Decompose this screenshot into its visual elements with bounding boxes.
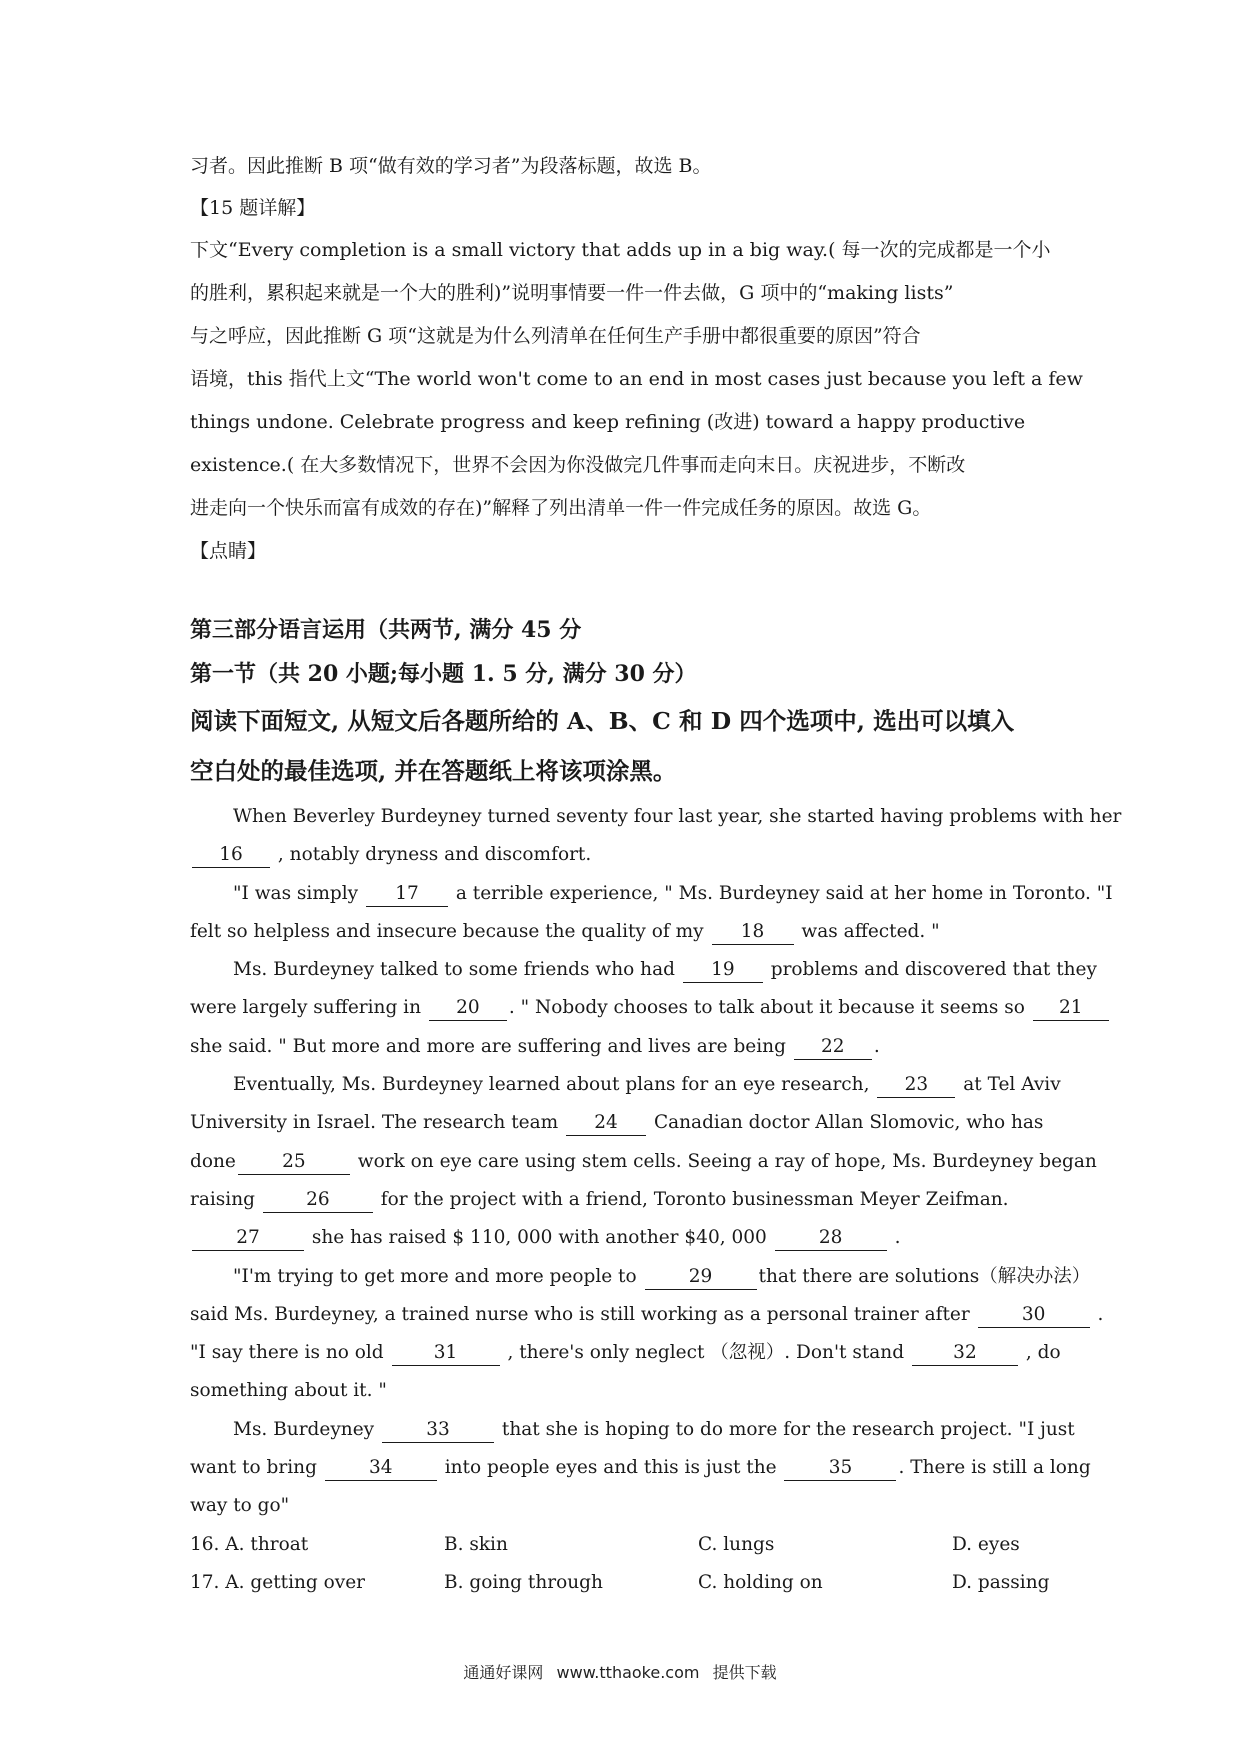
passage-text: When Beverley Burdeyney turned seventy four last year, she started having problems with her — [233, 806, 1122, 827]
passage-line — [190, 1487, 1060, 1525]
passage-text: into people eyes and this is just the — [444, 1457, 777, 1479]
instruction-line: 阅读下面短文, 从短文后各题所给的 A、B、C 和 D 四个选项中, 选出可以填入 — [190, 707, 1015, 735]
passage-text: . — [873, 1035, 880, 1057]
blank-21: 21 — [1033, 996, 1109, 1021]
blank-33: 33 — [382, 1418, 494, 1443]
passage-line — [190, 1372, 1060, 1410]
passage-text: were largely suffering in — [190, 997, 422, 1019]
option-a: 16. A. throat — [190, 1533, 309, 1555]
passage-text: Eventually, Ms. Burdeyney learned about plans for an eye research, — [233, 1074, 870, 1096]
passage-line — [190, 1143, 1097, 1181]
blank-29: 29 — [645, 1265, 757, 1290]
passage-text: she said. " But more and more are suffering and lives are being — [190, 1035, 786, 1057]
passage-text: "I'm trying to get more and more people to — [233, 1265, 637, 1287]
passage-text: want to bring — [190, 1457, 317, 1479]
blank-31: 31 — [392, 1341, 500, 1366]
blank-16: 16 — [192, 843, 270, 868]
options-row-17 — [190, 1564, 1060, 1602]
dianjing-heading: 【点睛】 — [190, 540, 267, 562]
passage-line — [190, 951, 1097, 989]
passage-text: . — [1097, 1303, 1104, 1325]
passage-text: Canadian doctor Allan Slomovic, who has — [653, 1112, 1044, 1134]
option-d: D. eyes — [952, 1533, 1020, 1555]
passage-line — [190, 836, 1060, 874]
passage-text: Ms. Burdeyney talked to some friends who had — [233, 959, 675, 981]
blank-23: 23 — [877, 1073, 955, 1098]
section-one-title: 第一节（共 20 小题;每小题 1. 5 分, 满分 30 分） — [190, 661, 697, 687]
passage-text: University in Israel. The research team — [190, 1112, 559, 1134]
blank-32: 32 — [912, 1341, 1018, 1366]
blank-35: 35 — [784, 1456, 896, 1481]
footer-url-link[interactable]: www.tthaoke.com — [556, 1663, 700, 1682]
explanation-line: existence.( 在大多数情况下，世界不会因为你没做完几件事而走向末日。庆祝进步，不断改 — [190, 454, 966, 476]
option-b: B. skin — [444, 1533, 508, 1555]
passage-text: a terrible experience, " Ms. Burdeyney said at her home in Toronto. "I — [455, 882, 1113, 904]
part-three-title: 第三部分语言运用（共两节, 满分 45 分 — [190, 617, 582, 643]
blank-18: 18 — [712, 920, 794, 945]
passage-line — [190, 1028, 1060, 1066]
passage-text: . — [894, 1227, 901, 1249]
option-a: 17. A. getting over — [190, 1571, 366, 1593]
passage-text: , do — [1025, 1342, 1061, 1364]
passage-line — [190, 1104, 1060, 1142]
passage-text: . There is still a long — [898, 1457, 1091, 1479]
passage-line — [190, 1219, 1060, 1257]
footer-site-name: 通通好课网 — [463, 1663, 544, 1682]
options-row-16 — [190, 1526, 1060, 1564]
passage-line — [190, 875, 1113, 913]
passage-text: , notably dryness and discomfort. — [277, 844, 592, 866]
passage-text: said Ms. Burdeyney, a trained nurse who is still working as a personal trainer after — [190, 1303, 970, 1325]
blank-30: 30 — [978, 1303, 1090, 1328]
explanation-line: 进走向一个快乐而富有成效的存在)”解释了列出清单一件一件完成任务的原因。故选 G。 — [190, 497, 932, 519]
page-content — [190, 145, 1122, 1602]
blank-20: 20 — [429, 996, 507, 1021]
passage-line — [190, 1449, 1091, 1487]
blank-25: 25 — [238, 1150, 350, 1175]
passage-text: for the project with a friend, Toronto businessman Meyer Zeifman. — [380, 1188, 1009, 1210]
passage-line — [190, 1181, 1060, 1219]
passage-text: work on eye care using stem cells. Seeing a ray of hope, Ms. Burdeyney began — [357, 1150, 1097, 1172]
passage-text: "I say there is no old — [190, 1342, 384, 1364]
passage-text: that there are solutions（解决办法） — [758, 1265, 1091, 1287]
passage-line — [190, 1258, 1091, 1296]
explanation-line: 习者。因此推断 B 项“做有效的学习者”为段落标题，故选 B。 — [190, 155, 712, 177]
passage-text: done — [190, 1150, 236, 1172]
q15-heading: 【15 题详解】 — [190, 197, 316, 219]
explanation-line: 语境，this 指代上文“The world won't come to an end in most cases just because you left a few — [190, 368, 1083, 390]
explanation-line: things undone. Celebrate progress and keep refining (改进) toward a happy productive — [190, 411, 1026, 433]
spacer — [190, 572, 1060, 608]
blank-26: 26 — [263, 1188, 373, 1213]
blank-22: 22 — [794, 1035, 872, 1060]
blank-19: 19 — [683, 958, 763, 983]
explanation-line: 与之呼应，因此推断 G 项“这就是为什么列清单在任何生产手册中都很重要的原因”符合 — [190, 325, 921, 347]
passage-text: Ms. Burdeyney — [233, 1418, 375, 1440]
option-c: C. lungs — [698, 1533, 775, 1555]
passage-line — [190, 1411, 1075, 1449]
blank-34: 34 — [325, 1456, 437, 1481]
passage-text: that she is hoping to do more for the research project. "I just — [501, 1418, 1075, 1440]
passage-text: . " Nobody chooses to talk about it because it seems so — [508, 997, 1025, 1019]
passage-line — [190, 913, 1060, 951]
explanation-line: 下文“Every completion is a small victory that adds up in a big way.( 每一次的完成都是一个小 — [190, 239, 1051, 261]
passage-text: problems and discovered that they — [770, 959, 1097, 981]
blank-27: 27 — [192, 1226, 304, 1251]
passage-line — [190, 1066, 1060, 1104]
passage-text: at Tel Aviv — [963, 1074, 1061, 1096]
blank-28: 28 — [775, 1226, 887, 1251]
passage-text: something about it. " — [190, 1380, 387, 1402]
passage-text: "I was simply — [233, 882, 359, 904]
passage-text: was affected. " — [801, 920, 940, 942]
option-b: B. going through — [444, 1571, 603, 1593]
passage-line — [190, 989, 1083, 1027]
option-d: D. passing — [952, 1571, 1050, 1593]
passage-line — [190, 1296, 1104, 1334]
footer-note: 提供下载 — [712, 1663, 777, 1682]
option-c: C. holding on — [698, 1571, 823, 1593]
passage-text: she has raised $ 110, 000 with another $40, 000 — [311, 1227, 767, 1249]
passage-text: , there's only neglect （忽视）. Don't stand — [507, 1342, 905, 1364]
blank-24: 24 — [566, 1111, 646, 1136]
passage-text: way to go" — [190, 1495, 290, 1517]
passage-text: raising — [190, 1188, 255, 1210]
explanation-line: 的胜利，累积起来就是一个大的胜利)”说明事情要一件一件去做，G 项中的“making lists” — [190, 282, 954, 304]
instruction-line: 空白处的最佳选项, 并在答题纸上将该项涂黑。 — [190, 757, 677, 785]
passage-text: felt so helpless and insecure because the quality of my — [190, 920, 704, 942]
blank-17: 17 — [366, 882, 448, 907]
passage-line — [190, 798, 1122, 836]
page-footer — [0, 1660, 1240, 1683]
passage-line — [190, 1334, 1060, 1372]
